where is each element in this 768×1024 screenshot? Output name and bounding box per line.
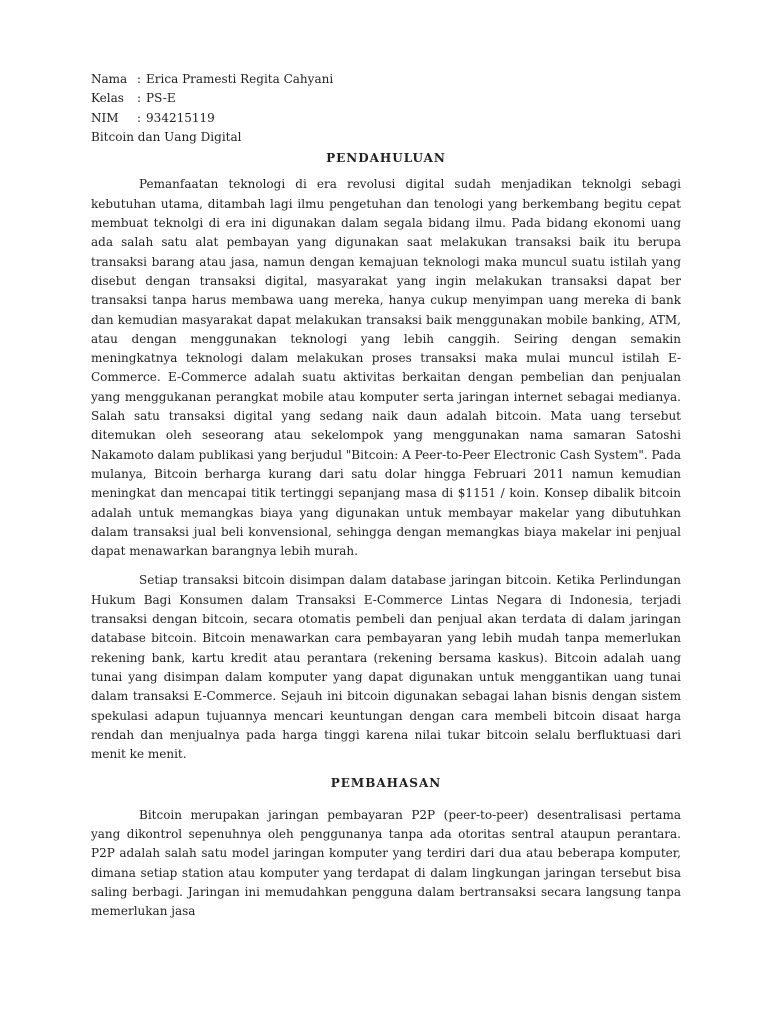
name-value: Erica Pramesti Regita Cahyani [146, 72, 334, 86]
header-class-line [91, 89, 681, 108]
section-heading-discussion: PEMBAHASAN [330, 776, 442, 791]
class-label: Kelas [91, 91, 124, 106]
topic-line: Bitcoin dan Uang Digital [91, 129, 242, 144]
discussion-paragraph-1: Bitcoin merupakan jaringan pembayaran P2P (peer-to-peer) desentralisasi pertama yang dikontrol sepenuhnya oleh penggunanya tanpa ada otoritas sentral ataupun perantara. P2P adalah salah satu model jaringan komputer yang terdiri dari dua atau beberapa komputer, dimana setiap station atau komputer yang terdapat di dalam lingkungan jaringan tersebut bisa saling berbagi. Jaringan ini memudahkan pengguna dalam bertransaksi secara langsung tanpa memerlukan jasa [91, 807, 681, 919]
class-value: PS-E [146, 91, 176, 106]
name-label: Nama [91, 72, 128, 86]
header-name-line [91, 70, 681, 89]
class-separator: : [137, 91, 142, 106]
intro-paragraph-2: Setiap transaksi bitcoin disimpan dalam database jaringan bitcoin. Ketika Perlindungan Hukum Bagi Konsumen dalam Transaksi E-Commerce Lintas Negara di Indonesia, terjadi transaksi dengan bitcoin, secara otomatis pembeli dan penjual akan terdata di dalam jaringan database bitcoin. Bitcoin menawarkan cara pembayaran yang lebih mudah tanpa memerlukan rekening bank, kartu kredit atau perantara (rekening bersama kaskus). Bitcoin adalah uang tunai yang disimpan dalam komputer yang dapat digunakan untuk menggantikan uang tunai dalam transaksi E-Commerce. Sejauh ini bitcoin digunakan sebagai lahan bisnis dengan sistem spekulasi adapun tujuannya mencari keuntungan dengan cara membeli bitcoin disaat harga rendah dan menjualnya pada harga tinggi karena nilai tukar bitcoin selalu berfluktuasi dari menit ke menit. [91, 573, 681, 762]
nim-separator: : [137, 110, 142, 125]
section-heading-intro: PENDAHULUAN [326, 151, 446, 166]
intro-paragraph-1: Pemanfaatan teknologi di era revolusi digital sudah menjadikan teknolgi sebagi kebutuhan utama, ditambah lagi ilmu pengetuhan dan tenologi yang berkembang begitu cepat membuat teknolgi di era ini digunakan dalam segala bidang ilmu. Pada bidang ekonomi uang ada salah satu alat pembayan yang digunakan saat melakukan transaksi baik itu berupa transaksi barang atau jasa, namun dengan kemajuan teknologi maka muncul suatu istilah yang disebut dengan transaksi digital, masyarakat yang ingin melakukan transaksi dapat ber transaksi tanpa harus membawa uang mereka, hanya cukup menyimpan uang mereka di bank dan kemudian masyarakat dapat melakukan transaksi baik menggunakan mobile banking, ATM, atau dengan menggunakan teknologi yang lebih canggih. Seiring dengan semakin meningkatnya teknologi dalam melakukan proses transaksi maka mulai muncul istilah E-Commerce. E-Commerce adalah suatu aktivitas berkaitan dengan pembelian dan penjualan yang menggukanan perangkat mobile atau komputer serta jaringan internet sebagai medianya. Salah satu transaksi digital yang sedang naik daun adalah bitcoin. Mata uang tersebut ditemukan oleh seseorang atau sekelompok yang menggunakan nama samaran Satoshi Nakamoto dalam publikasi yang berjudul "Bitcoin: A Peer-to-Peer Electronic Cash System". Pada mulanya, Bitcoin berharga kurang dari satu dolar hingga Februari 2011 namun kemudian meningkat dan mencapai titik tertinggi sepanjang masa di $1151 / koin. Konsep dibalik bitcoin adalah untuk memangkas biaya yang digunakan untuk membayar makelar yang dibutuhkan dalam transaksi jual beli konvensional, sehingga dengan memangkas biaya makelar ini penjual dapat menawarkan barangnya lebih murah. [91, 177, 682, 559]
document-page [91, 70, 681, 921]
nim-value: 934215119 [146, 110, 215, 125]
name-separator: : [137, 72, 142, 86]
header-nim-line [91, 109, 681, 128]
nim-label: NIM [91, 110, 119, 125]
